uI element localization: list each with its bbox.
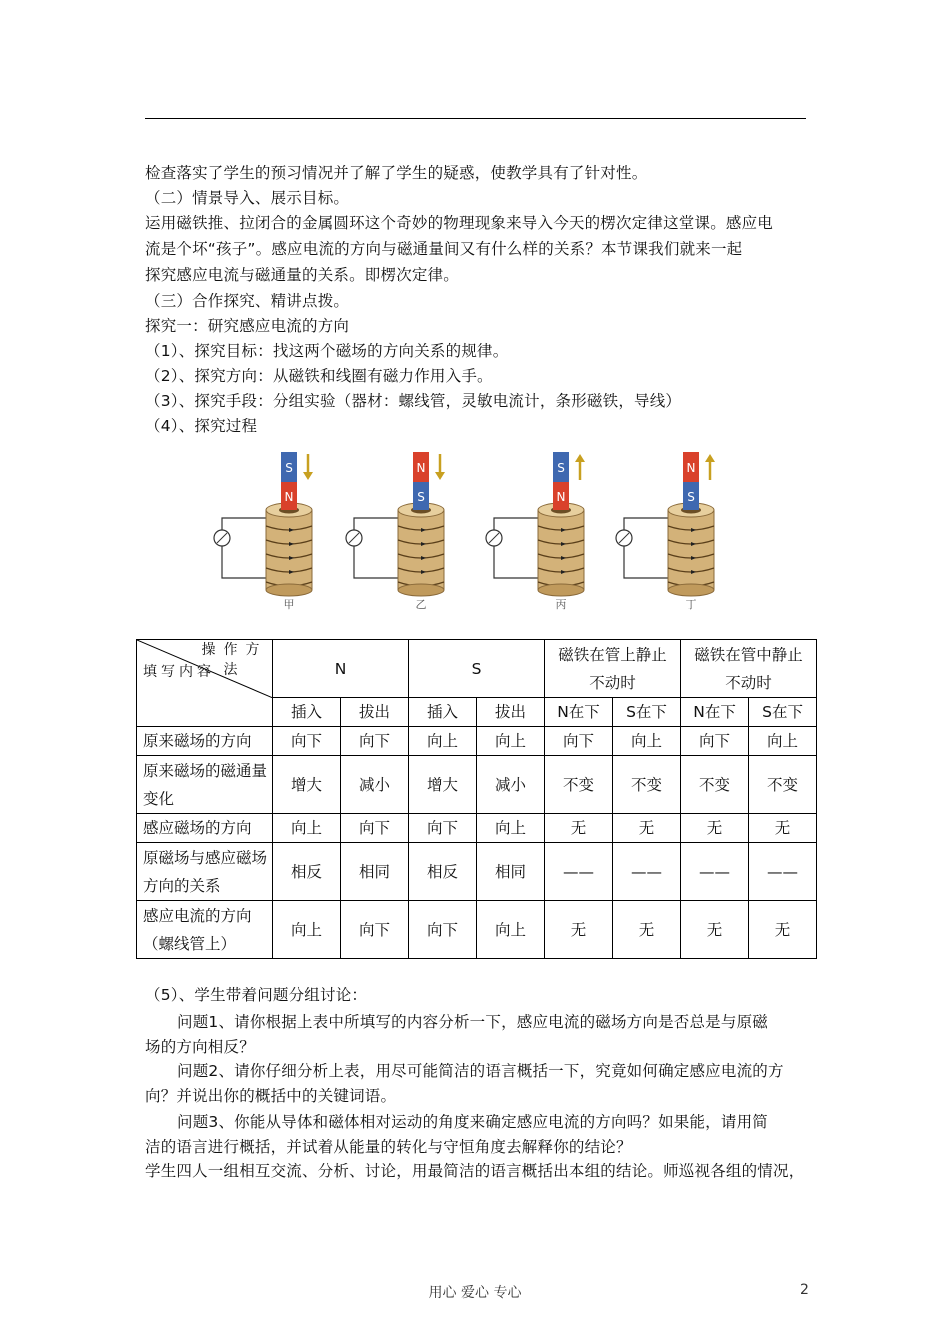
table-cell: 无 [545,901,613,959]
solenoid-bottom [266,584,312,596]
table-cell: 向下 [341,727,409,756]
question-3-line-2: 洁的语言进行概括，并试着从能量的转化与守恒角度去解释你的结论？ [145,1138,632,1156]
table-cell: 无 [681,814,749,843]
panel-label: 乙 [415,598,427,611]
experiment-panel [616,452,715,611]
subheader-2: 插入 [409,698,477,727]
table-cell: 向上 [409,727,477,756]
table-cell: 相同 [341,843,409,901]
footer-motto: 用心 爱心 专心 [428,1285,522,1301]
magnet-bottom-label: S [687,490,695,504]
subheader-5: S在下 [613,698,681,727]
subheader-6: N在下 [681,698,749,727]
table-cell: 相反 [273,843,341,901]
experiment-figure [200,440,760,630]
table-cell: 向上 [613,727,681,756]
magnet-bottom-label: S [417,490,425,504]
paragraph-2-line-1: 运用磁铁推、拉闭合的金属圆环这个奇妙的物理现象来导入今天的楞次定律这堂课。感应电 [145,214,774,232]
motion-arrow-down-icon [435,472,445,480]
paragraph-1: 检查落实了学生的预习情况并了解了学生的疑惑，使教学具有了针对性。 [145,164,648,182]
table-cell: 增大 [409,756,477,814]
table-cell: 无 [613,901,681,959]
table-cell: 不变 [749,756,817,814]
magnet-top-label: N [686,461,696,475]
table-cell: 向下 [545,727,613,756]
table-row [137,756,817,814]
solenoid-bottom [538,584,584,596]
row-label: 原磁场与感应磁场方向的关系 [137,843,273,901]
group-header-s: S [409,640,545,698]
row-label: 原来磁场的磁通量变化 [137,756,273,814]
inquiry-goal: （1）、探究目标：找这两个磁场的方向关系的规律。 [145,342,509,360]
question-2-line-2: 向？并说出你的概括中的关键词语。 [145,1087,397,1105]
table-row [137,843,817,901]
table-cell: 向下 [341,814,409,843]
page-number: 2 [800,1282,809,1298]
question-1-line-1: 问题1、请你根据上表中所填写的内容分析一下，感应电流的磁场方向是否总是与原磁 [177,1013,768,1031]
motion-arrow-up-icon [575,454,585,462]
table-cell: 向上 [749,727,817,756]
table-cell: 无 [613,814,681,843]
magnet-top-label: S [285,461,293,475]
experiment-panel [486,452,585,611]
inquiry-title: 探究一：研究感应电流的方向 [145,317,350,335]
solenoid-body [538,510,584,590]
table-cell: 无 [749,814,817,843]
table-cell: —— [545,843,613,901]
circuit-wire [222,518,268,578]
experiment-svg [200,440,760,630]
corner-bottom-label: 填写内容 [143,664,215,680]
panel-label: 丙 [555,598,567,611]
group-header-n: N [273,640,409,698]
table-cell: 增大 [273,756,341,814]
table-cell: 相反 [409,843,477,901]
group-header-top-static: 磁铁在管上静止不动时 [545,640,681,698]
question-1-line-2: 场的方向相反？ [145,1038,255,1056]
table-cell: 无 [545,814,613,843]
paragraph-2-line-2: 流是个坏“孩子”。感应电流的方向与磁通量间又有什么样的关系？本节课我们就来一起 [145,240,743,258]
row-label: 感应电流的方向（螺线管上） [137,901,273,959]
solenoid-body [668,510,714,590]
motion-arrow-down-icon [303,472,313,480]
solenoid-bottom [668,584,714,596]
subheader-4: N在下 [545,698,613,727]
table-row [137,814,817,843]
solenoid-body [266,510,312,590]
table-cell: —— [613,843,681,901]
subheader-7: S在下 [749,698,817,727]
table-cell: 向下 [273,727,341,756]
magnet-bottom-label: N [556,490,566,504]
panel-label: 甲 [283,598,295,611]
group-header-inside-static: 磁铁在管中静止不动时 [681,640,817,698]
table-cell: 向上 [477,814,545,843]
circuit-wire [624,518,670,578]
table-row [137,901,817,959]
discussion-heading: （5）、学生带着问题分组讨论： [145,986,368,1004]
experiment-panel [214,452,313,611]
table-cell: 无 [681,901,749,959]
table-cell: 向上 [477,727,545,756]
group-activity-line: 学生四人一组相互交流、分析、讨论，用最简洁的语言概括出本组的结论。师巡视各组的情况， [145,1162,805,1180]
inquiry-direction: （2）、探究方向：从磁铁和线圈有磁力作用入手。 [145,367,493,385]
magnet-top-label: S [557,461,565,475]
panel-label: 丁 [685,598,697,611]
magnet-bottom-label: N [284,490,294,504]
solenoid-bottom [398,584,444,596]
section-heading-2: （二）情景导入、展示目标。 [145,189,350,207]
table-cell: 不变 [613,756,681,814]
section-heading-3: （三）合作探究、精讲点拨。 [145,292,350,310]
table-cell: —— [681,843,749,901]
table-cell: 向下 [409,901,477,959]
table-cell: —— [749,843,817,901]
table-cell: 减小 [477,756,545,814]
circuit-wire [354,518,400,578]
subheader-3: 拔出 [477,698,545,727]
magnet-top-label: N [416,461,426,475]
table-cell: 向下 [681,727,749,756]
table-corner-cell [137,640,273,727]
table-cell: 相同 [477,843,545,901]
subheader-0: 插入 [273,698,341,727]
table-cell: 向下 [341,901,409,959]
table-cell: 向上 [273,814,341,843]
results-table [136,639,817,959]
subheader-1: 拔出 [341,698,409,727]
solenoid-body [398,510,444,590]
corner-top-label: 操作方法 [201,642,268,678]
table-cell: 向上 [273,901,341,959]
table-row [137,727,817,756]
table-cell: 向下 [409,814,477,843]
question-2-line-1: 问题2、请你仔细分析上表，用尽可能简洁的语言概括一下，究竟如何确定感应电流的方 [177,1062,784,1080]
table-cell: 不变 [681,756,749,814]
inquiry-process: （4）、探究过程 [145,417,258,435]
header-rule [145,118,806,119]
table-cell: 不变 [545,756,613,814]
motion-arrow-up-icon [705,454,715,462]
row-label: 原来磁场的方向 [137,727,273,756]
circuit-wire [494,518,540,578]
table-cell: 减小 [341,756,409,814]
inquiry-method: （3）、探究手段：分组实验（器材：螺线管，灵敏电流计，条形磁铁，导线） [145,392,682,410]
table-cell: 无 [749,901,817,959]
question-3-line-1: 问题3、你能从导体和磁体相对运动的角度来确定感应电流的方向吗？如果能，请用简 [177,1113,768,1131]
paragraph-2-line-3: 探究感应电流与磁通量的关系。即楞次定律。 [145,266,460,284]
experiment-panel [346,452,445,611]
table-cell: 向上 [477,901,545,959]
row-label: 感应磁场的方向 [137,814,273,843]
